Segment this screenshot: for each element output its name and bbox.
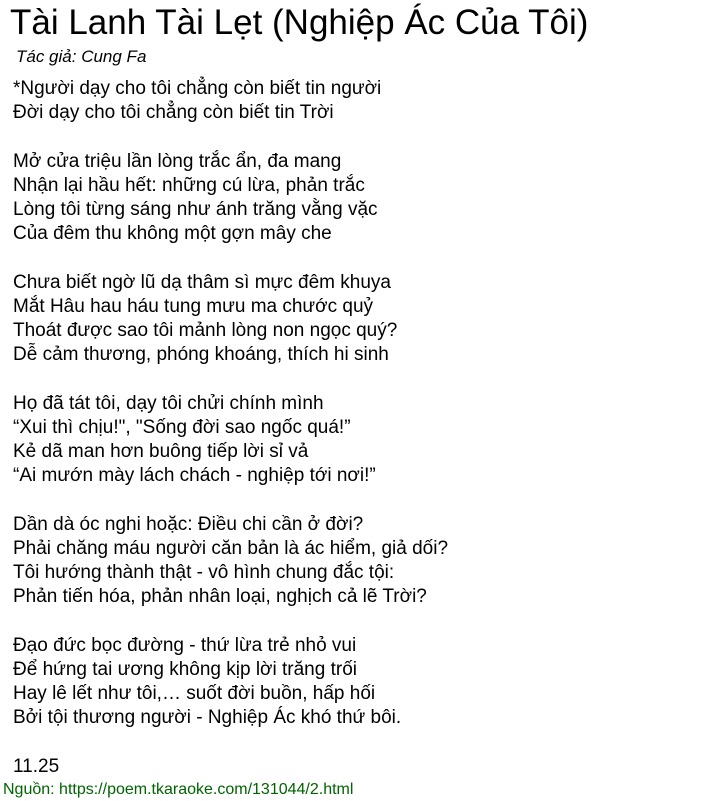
poem-line: “Xui thì chịu!", "Sống đời sao ngốc quá!” bbox=[13, 416, 351, 438]
poem-line: Dần dà óc nghi hoặc: Điều chi cần ở đời? bbox=[13, 513, 364, 535]
poem-line: Kẻ dã man hơn buông tiếp lời sỉ vả bbox=[13, 441, 309, 462]
poem-line: Hay lê lết như tôi,… suốt đời buồn, hấp hối bbox=[13, 683, 376, 704]
poem-line: Tôi hướng thành thật - vô hình chung đắc tội: bbox=[13, 562, 395, 583]
poem-line: Để hứng tai ương không kịp lời trăng trối bbox=[13, 658, 357, 680]
poem-line: Thoát được sao tôi mảnh lòng non ngọc quý? bbox=[13, 320, 398, 341]
author-line: Tác giả: Cung Fa bbox=[16, 47, 147, 66]
poem-line: *Người dạy cho tôi chẳng còn biết tin người bbox=[13, 78, 382, 99]
stanza bbox=[13, 271, 448, 368]
poem-line: “Ai mướn mày lách chách - nghiệp tới nơi!” bbox=[13, 465, 376, 487]
stanza bbox=[13, 392, 448, 489]
poem-line: Họ đã tát tôi, dạy tôi chửi chính mình bbox=[13, 392, 324, 414]
poem-line: Nhận lại hầu hết: những cú lừa, phản trắc bbox=[13, 174, 365, 196]
stanza bbox=[13, 634, 448, 731]
poem-date: 11.25 bbox=[13, 755, 60, 777]
stanza bbox=[13, 513, 448, 610]
poem-line: Bởi tội thương người - Nghiệp Ác khó thứ bôi. bbox=[13, 707, 402, 729]
stanza bbox=[13, 77, 448, 125]
poem-line: Phải chăng máu người căn bản là ác hiểm, giả dối? bbox=[13, 537, 449, 559]
poem-line: Lòng tôi từng sáng như ánh trăng vằng vặc bbox=[13, 199, 378, 220]
poem-line: Mắt Hâu hau háu tung mưu ma chước quỷ bbox=[13, 295, 374, 317]
poem-line: Phản tiến hóa, phản nhân loại, nghịch cả lẽ Trời? bbox=[13, 586, 427, 608]
poem-line: Đời dạy cho tôi chẳng còn biết tin Trời bbox=[13, 102, 334, 124]
page-title: Tài Lanh Tài Lẹt (Nghiệp Ác Của Tôi) bbox=[10, 3, 589, 42]
stanza bbox=[13, 150, 448, 247]
poem-line: Dễ cảm thương, phóng khoáng, thích hi sinh bbox=[13, 344, 389, 366]
poem-line: Đạo đức bọc đường - thứ lừa trẻ nhỏ vui bbox=[13, 634, 357, 656]
poem-body bbox=[13, 77, 448, 779]
poem-line: Mở cửa triệu lần lòng trắc ẩn, đa mang bbox=[13, 150, 342, 172]
poem-line: Của đêm thu không một gợn mây che bbox=[13, 223, 332, 245]
source-link[interactable]: Nguồn: https://poem.tkaraoke.com/131044/2.html bbox=[3, 781, 354, 798]
poem-line: Chưa biết ngờ lũ dạ thâm sì mực đêm khuya bbox=[13, 271, 391, 293]
